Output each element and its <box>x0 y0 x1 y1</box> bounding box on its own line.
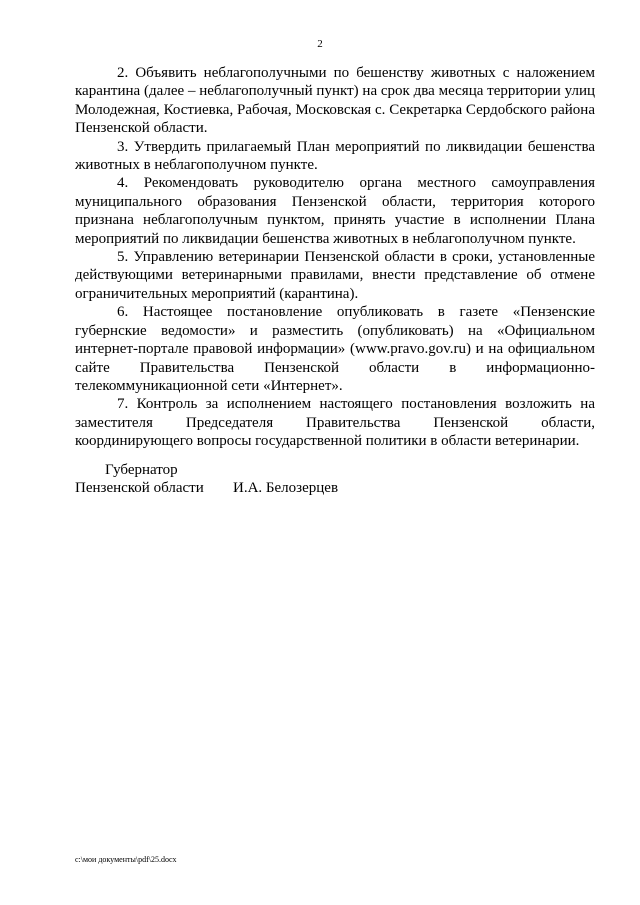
signatory-region: Пензенской области <box>75 480 204 497</box>
paragraph-item-5: 5. Управлению ветеринарии Пензенской области в сроки, установленные действующими ветеринарными правилами, внести представление об отмене ограничительных мероприятий (карантина). <box>75 249 595 302</box>
signatory-title: Губернатор <box>105 462 178 478</box>
signature-row <box>75 479 475 497</box>
footer-file-path: c:\мои документы\pdf\25.docx <box>75 855 177 864</box>
paragraph-item-4: 4. Рекомендовать руководителю органа местного самоуправления муниципального образования Пензенской области, территория которого признана неблагополучным пунктом, принять участие в исполнении Плана мероприятий по ликвидации бешенства животных в неблагополучном пункте. <box>75 175 595 247</box>
paragraph-item-6: 6. Настоящее постановление опубликовать в газете «Пензенские губернские ведомости» и разместить (опубликовать) на «Официальном интернет-портале правовой информации» (www.pravo.gov.ru) и на официальном сайте Правительства Пензенской области в информационно-телекоммуникационной сети «Интернет». <box>75 304 595 394</box>
page-number: 2 <box>317 38 323 50</box>
signature-block <box>75 461 475 498</box>
paragraph-item-2: 2. Объявить неблагополучными по бешенству животных с наложением карантина (далее – неблагополучный пункт) на срок два месяца территории улиц Молодежная, Костиевка, Рабочая, Московская с. Секретарка Сердобского района Пензенской области. <box>75 65 595 137</box>
document-body <box>75 64 595 451</box>
signatory-name: И.А. Белозерцев <box>233 480 339 497</box>
paragraph-item-7: 7. Контроль за исполнением настоящего постановления возложить на заместителя Председателя Правительства Пензенской области, координирующего вопросы государственной политики в области ветеринарии. <box>75 396 595 450</box>
paragraph-item-3: 3. Утвердить прилагаемый План мероприятий по ликвидации бешенства животных в неблагополучном пункте. <box>75 138 595 174</box>
